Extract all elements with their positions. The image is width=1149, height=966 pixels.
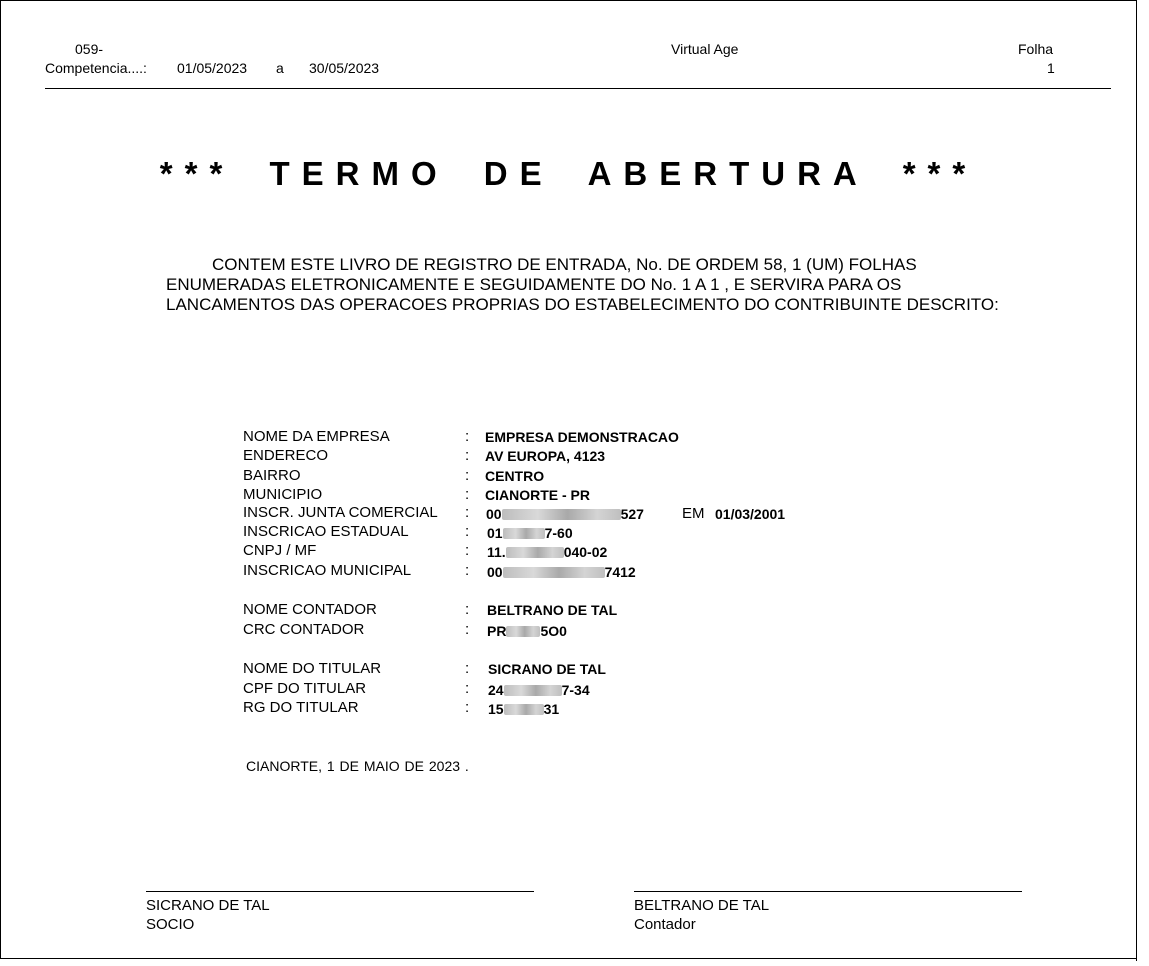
municipal-registration-value [487, 564, 636, 580]
state-registration-label: INSCRICAO ESTADUAL [243, 523, 409, 540]
field-separator: : [465, 467, 470, 484]
holder-rg-suffix: 31 [543, 701, 560, 717]
signature-left-name: SICRANO DE TAL [146, 897, 270, 914]
cnpj-suffix: 040-02 [563, 544, 608, 560]
junta-comercial-value [486, 506, 644, 522]
holder-cpf-suffix: 7-34 [561, 682, 590, 698]
intro-line-1: CONTEM ESTE LIVRO DE REGISTRO DE ENTRADA, No. DE ORDEM 58, 1 (UM) FOLHAS [212, 255, 917, 274]
accountant-name-label: NOME CONTADOR [243, 601, 377, 618]
signature-line-right [634, 891, 1022, 892]
company-district-label: BAIRRO [243, 467, 301, 484]
intro-line-2: ENUMERADAS ELETRONICAMENTE E SEGUIDAMENTE DO No. 1 A 1 , E SERVIRA PARA OS [166, 275, 902, 294]
redacted-blur [506, 547, 564, 558]
company-name-value: EMPRESA DEMONSTRACAO [485, 429, 679, 445]
signature-line-left [146, 891, 534, 892]
holder-rg-prefix: 15 [488, 701, 504, 717]
holder-cpf-prefix: 24 [488, 682, 504, 698]
field-separator: : [465, 699, 470, 716]
field-separator: : [465, 486, 470, 503]
cnpj-label: CNPJ / MF [243, 542, 317, 559]
accountant-crc-label: CRC CONTADOR [243, 621, 365, 638]
header-center-title: Virtual Age [671, 41, 739, 57]
page-frame-right-edge [1136, 0, 1137, 961]
company-name-label: NOME DA EMPRESA [243, 428, 390, 445]
junta-em-date: 01/03/2001 [715, 506, 786, 522]
accountant-name-value: BELTRANO DE TAL [487, 602, 618, 618]
state-registration-suffix: 7-60 [544, 525, 573, 541]
redacted-blur [503, 528, 545, 539]
company-address-label: ENDERECO [243, 447, 329, 464]
state-registration-value [487, 525, 573, 541]
redacted-blur [504, 704, 544, 715]
holder-rg-label: RG DO TITULAR [243, 699, 359, 716]
redacted-blur [506, 626, 540, 637]
header-date-from: 01/05/2023 [177, 60, 248, 76]
field-separator: : [465, 562, 470, 579]
state-registration-prefix: 01 [487, 525, 503, 541]
junta-comercial-prefix: 00 [486, 506, 502, 522]
header-folha-label: Folha [1018, 41, 1054, 57]
holder-cpf-label: CPF DO TITULAR [243, 680, 367, 697]
redacted-blur [504, 685, 562, 696]
field-separator: : [465, 523, 470, 540]
header-date-to: 30/05/2023 [309, 60, 380, 76]
company-city-label: MUNICIPIO [243, 486, 323, 503]
header-code: 059- [75, 41, 104, 57]
junta-comercial-suffix: 527 [620, 506, 644, 522]
cnpj-value [487, 544, 607, 560]
field-separator: : [465, 504, 470, 521]
field-separator: : [465, 680, 470, 697]
company-city-value: CIANORTE - PR [485, 487, 590, 503]
signature-right-role: Contador [634, 916, 696, 933]
municipal-registration-prefix: 00 [487, 564, 503, 580]
company-district-value: CENTRO [485, 468, 545, 484]
header-competencia-label: Competencia....: [45, 60, 147, 76]
field-separator: : [465, 601, 470, 618]
accountant-crc-prefix: PR [487, 623, 507, 639]
junta-comercial-label: INSCR. JUNTA COMERCIAL [243, 504, 438, 521]
holder-rg-value [488, 701, 559, 717]
holder-cpf-value [488, 682, 590, 698]
company-address-value: AV EUROPA, 4123 [485, 448, 606, 464]
redacted-blur [502, 509, 621, 520]
header-folha-number: 1 [1047, 60, 1055, 76]
holder-name-value: SICRANO DE TAL [488, 661, 606, 677]
place-and-date: CIANORTE, 1 DE MAIO DE 2023 . [246, 758, 469, 774]
holder-name-label: NOME DO TITULAR [243, 660, 382, 677]
accountant-crc-value [487, 623, 567, 639]
municipal-registration-label: INSCRICAO MUNICIPAL [243, 562, 412, 579]
cnpj-prefix: 11. [487, 544, 506, 560]
field-separator: : [465, 621, 470, 638]
field-separator: : [465, 660, 470, 677]
document-title: *** TERMO DE ABERTURA *** [159, 155, 978, 192]
intro-line-3: LANCAMENTOS DAS OPERACOES PROPRIAS DO ESTABELECIMENTO DO CONTRIBUINTE DESCRITO: [166, 295, 999, 314]
header-divider [45, 88, 1111, 89]
header-date-separator: a [276, 60, 284, 76]
signature-left-role: SOCIO [146, 916, 195, 933]
municipal-registration-suffix: 7412 [604, 564, 636, 580]
field-separator: : [465, 428, 470, 445]
accountant-crc-suffix: 5O0 [540, 623, 567, 639]
redacted-blur [503, 567, 605, 578]
signature-right-name: BELTRANO DE TAL [634, 897, 770, 914]
field-separator: : [465, 447, 470, 464]
junta-em-label: EM [682, 505, 705, 522]
field-separator: : [465, 542, 470, 559]
